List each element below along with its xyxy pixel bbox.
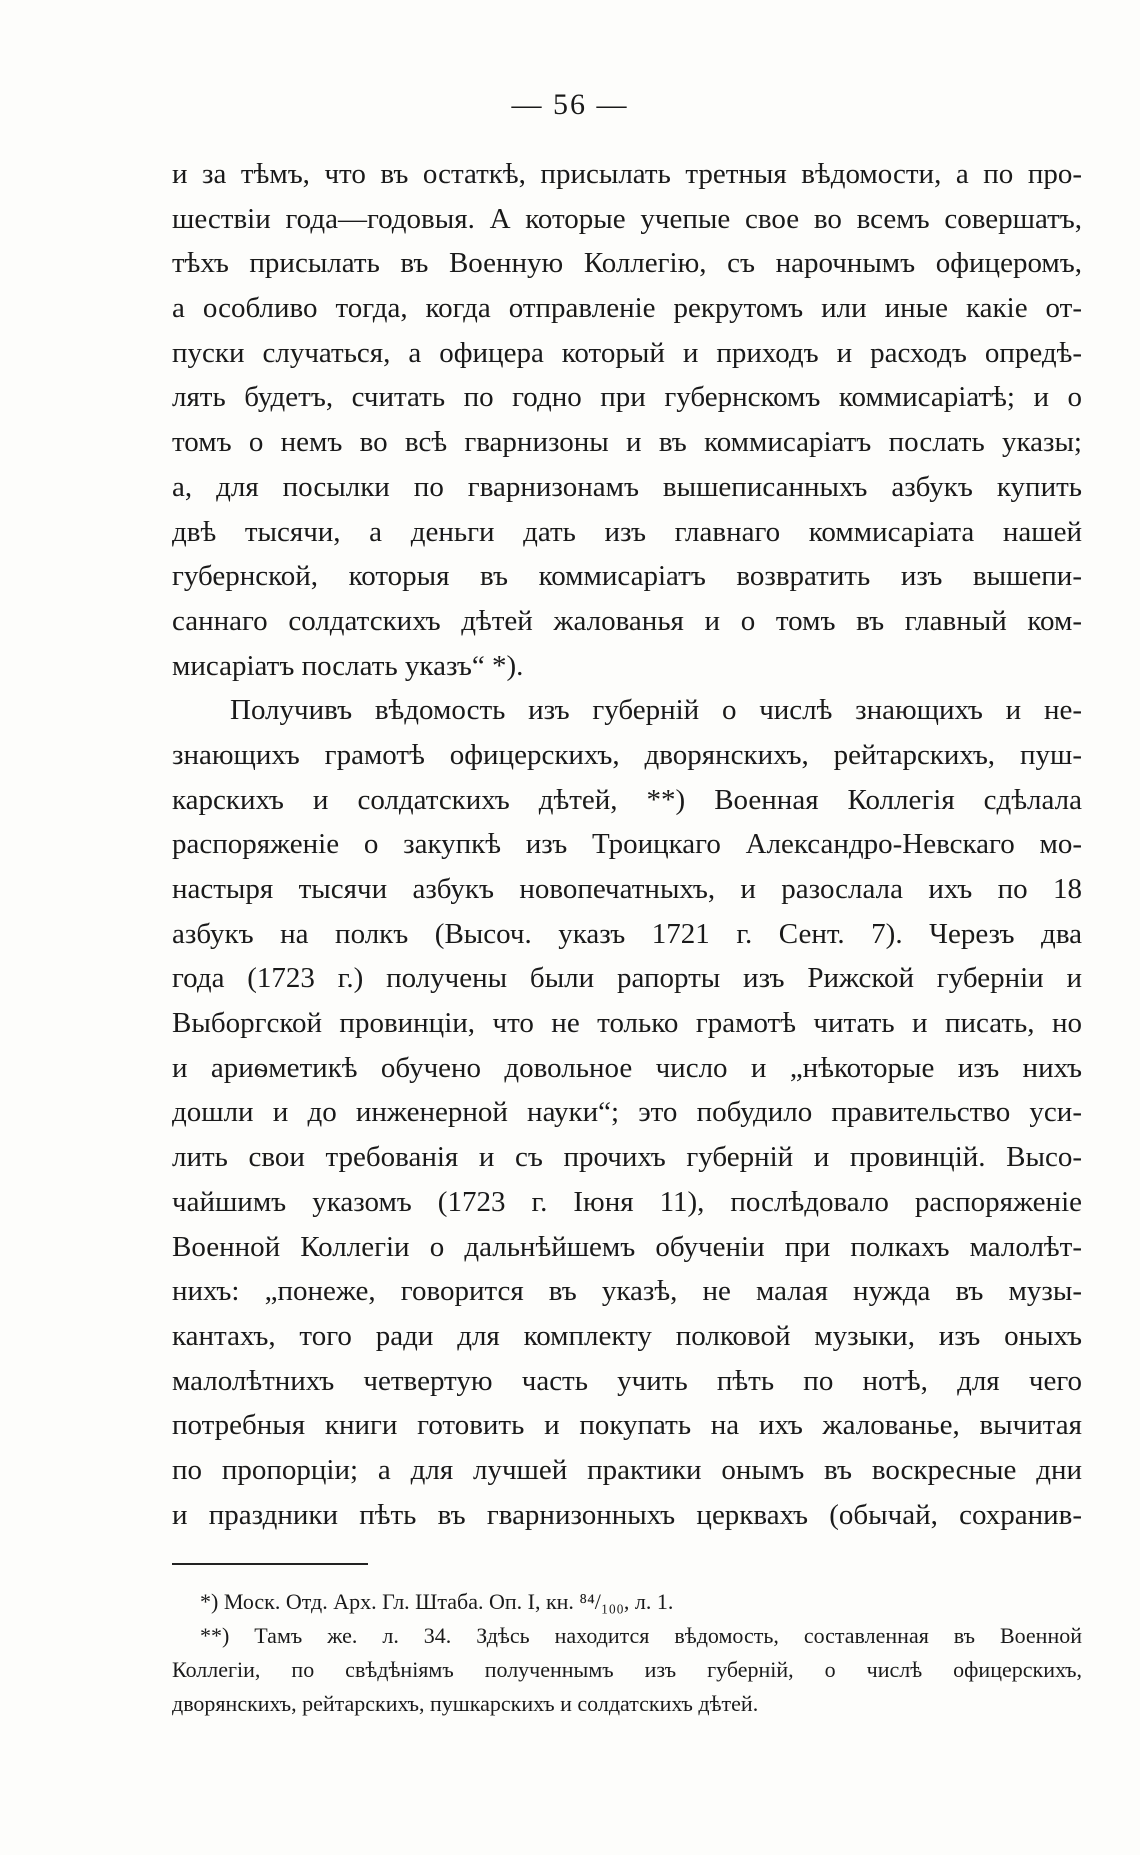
text-line: губернской, которыя въ коммисаріатъ возвратить изъ вышепи- — [172, 560, 1082, 593]
text-line: Военной Коллегіи о дальнѣйшемъ обученіи при полкахъ малолѣт- — [172, 1230, 1082, 1263]
text-line: года (1723 г.) получены были рапорты изъ Рижской губерніи и — [172, 962, 1082, 995]
text-line: нихъ: „понеже, говорится въ указѣ, не малая нужда въ музы- — [172, 1275, 1082, 1308]
footnote-line: **) Тамъ же. л. 34. Здѣсь находится вѣдомость, составленная въ Военной — [200, 1623, 1082, 1648]
text-line: мисаріатъ послать указъ“ *). — [172, 649, 524, 682]
text-line: Получивъ вѣдомость изъ губерній о числѣ знающихъ и не- — [230, 694, 1082, 727]
footnote-line: Коллегіи, по свѣдѣніямъ полученнымъ изъ губерній, о числѣ офицерскихъ, — [172, 1657, 1082, 1682]
text-line: пуски случаться, а офицера который и приходъ и расходъ опредѣ- — [172, 336, 1082, 369]
text-line: по пропорціи; а для лучшей практики онымъ въ воскресные дни — [172, 1453, 1082, 1486]
text-line: а особливо тогда, когда отправленіе рекрутомъ или иные какіе от- — [172, 292, 1082, 325]
text-line: азбукъ на полкъ (Высоч. указъ 1721 г. Сент. 7). Черезъ два — [172, 917, 1082, 950]
text-line: кантахъ, того ради для комплекту полковой музыки, изъ оныхъ — [172, 1319, 1082, 1352]
text-line: лить свои требованія и съ прочихъ губерній и провинцій. Высо- — [172, 1141, 1082, 1174]
text-line: томъ о немъ во всѣ гварнизоны и въ коммисаріатъ послать указы; — [172, 426, 1082, 459]
text-line: карскихъ и солдатскихъ дѣтей, **) Военная Коллегія сдѣлала — [172, 783, 1082, 816]
footnote-divider — [172, 1563, 368, 1565]
text-line: двѣ тысячи, а деньги дать изъ главнаго коммисаріата нашей — [172, 515, 1082, 548]
text-line: малолѣтнихъ четвертую часть учить пѣть по нотѣ, для чего — [172, 1364, 1082, 1397]
footnotes — [172, 1585, 1082, 1721]
text-line: тѣхъ присылать въ Военную Коллегію, съ нарочнымъ офицеромъ, — [172, 247, 1082, 280]
text-line: настыря тысячи азбукъ новопечатныхъ, и разослала ихъ по 18 — [172, 873, 1082, 905]
text-line: дошли и до инженерной науки“; это побудило правительство уси- — [172, 1096, 1082, 1129]
text-line: знающихъ грамотѣ офицерскихъ, дворянскихъ, рейтарскихъ, пуш- — [172, 738, 1082, 771]
text-line: и ариѳметикѣ обучено довольное число и „нѣкоторые изъ нихъ — [172, 1051, 1082, 1084]
text-line: а, для посылки по гварнизонамъ вышеписанныхъ азбукъ купить — [172, 470, 1082, 503]
page-number: — 56 — — [511, 88, 629, 121]
footnote-line: *) Моск. Отд. Арх. Гл. Штаба. Оп. I, кн. ⁸⁴/₁₀₀, л. 1. — [200, 1589, 674, 1614]
text-line: лять будетъ, считать по годно при губернскомъ коммисаріатѣ; и о — [172, 381, 1082, 414]
text-line: Выборгской провинціи, что не только грамотѣ читать и писать, но — [172, 1007, 1082, 1040]
text-line: саннаго солдатскихъ дѣтей жалованья и о томъ въ главный ком- — [172, 604, 1082, 637]
main-text — [172, 152, 1082, 1537]
text-line: потребныя книги готовить и покупать на ихъ жалованье, вычитая — [172, 1409, 1082, 1442]
text-line: шествіи года—годовыя. А которые учепые свое во всемъ совершатъ, — [172, 202, 1082, 235]
text-line: и праздники пѣть въ гварнизонныхъ церквахъ (обычай, сохранив- — [172, 1498, 1082, 1531]
footnote-line: дворянскихъ, рейтарскихъ, пушкарскихъ и солдатскихъ дѣтей. — [172, 1691, 759, 1716]
text-line: и за тѣмъ, что въ остаткѣ, присылать третныя вѣдомости, а по про- — [172, 158, 1082, 190]
text-line: чайшимъ указомъ (1723 г. Іюня 11), послѣдовало распоряженіе — [172, 1185, 1082, 1218]
text-line: распоряженіе о закупкѣ изъ Троицкаго Александро-Невскаго мо- — [172, 828, 1082, 861]
